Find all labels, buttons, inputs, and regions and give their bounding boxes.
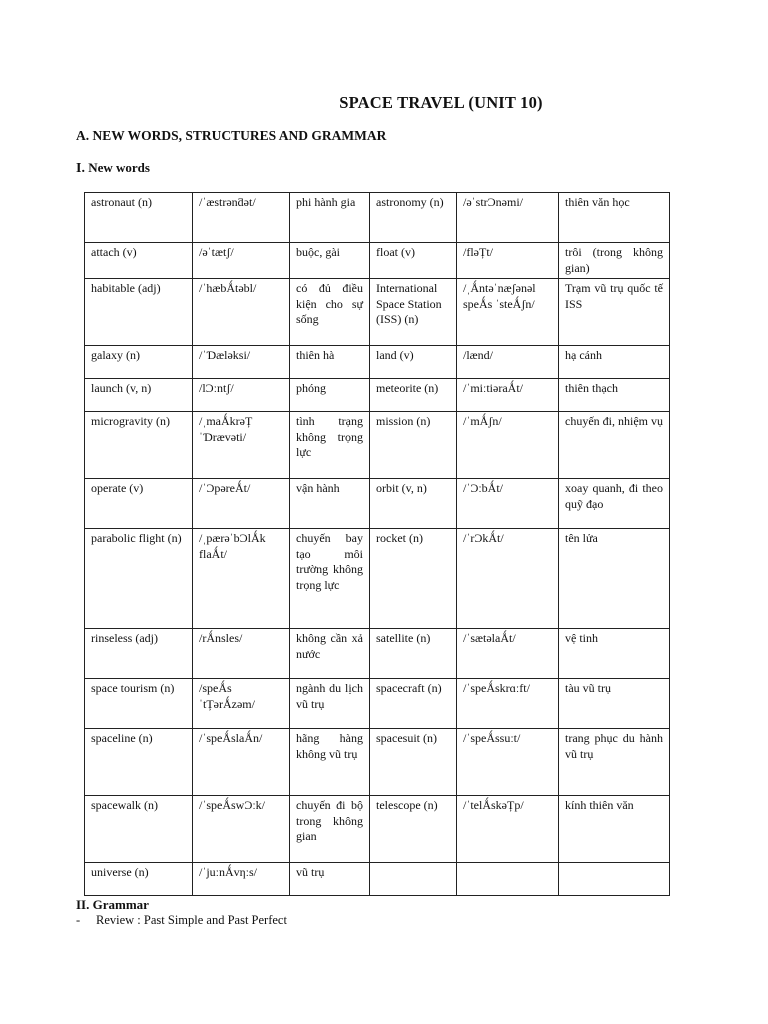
phonetic-cell [457,863,559,896]
word-cell: orbit (v, n) [370,479,457,529]
table-row [85,679,670,729]
section-i-numeral: I. [76,161,85,176]
table-row [85,379,670,412]
meaning-cell: vũ trụ [290,863,370,896]
word-cell: launch (v, n) [85,379,193,412]
meaning-cell: chuyến đi, nhiệm vụ [559,412,670,479]
phonetic-cell: /ˌmaǺkrəȚ ˈƊrævəti/ [193,412,290,479]
meaning-cell: chuyến đi bộ trong không gian [290,796,370,863]
section-ii-label: Grammar [89,897,149,912]
phonetic-cell: /ˈƆpəreǺt/ [193,479,290,529]
phonetic-cell: /ˈspeǺssuːt/ [457,729,559,796]
phonetic-cell: /ˈspeǺswƆːk/ [193,796,290,863]
meaning-cell: tàu vũ trụ [559,679,670,729]
word-cell: rocket (n) [370,529,457,629]
phonetic-cell: /ˌpærəˈbƆlǺk flaǺt/ [193,529,290,629]
word-cell: International Space Station (ISS) (n) [370,279,457,346]
phonetic-cell: /ˈæstrənƌət/ [193,193,290,243]
meaning-cell: trôi (trong không gian) [559,243,670,279]
word-cell: spaceline (n) [85,729,193,796]
word-cell: telescope (n) [370,796,457,863]
phonetic-cell: /speǺs ˈtȚərǺzəm/ [193,679,290,729]
word-cell: attach (v) [85,243,193,279]
word-cell: astronomy (n) [370,193,457,243]
word-cell: spacecraft (n) [370,679,457,729]
word-cell: astronaut (n) [85,193,193,243]
meaning-cell: không cần xả nước [290,629,370,679]
phonetic-cell: /ˈsætəlaǺt/ [457,629,559,679]
phonetic-cell: /əˈstrƆnəmi/ [457,193,559,243]
phonetic-cell: /ˈƊæləksi/ [193,346,290,379]
section-ii-numeral: II. [76,897,90,912]
list-dash: - [76,913,81,927]
word-cell: satellite (n) [370,629,457,679]
meaning-cell: tên lửa [559,529,670,629]
word-cell: space tourism (n) [85,679,193,729]
table-row [85,796,670,863]
table-row [85,193,670,243]
section-a-heading: A. NEW WORDS, STRUCTURES AND GRAMMAR [76,128,387,143]
phonetic-cell: /ˈmǺʃn/ [457,412,559,479]
table-row [85,629,670,679]
word-cell: operate (v) [85,479,193,529]
section-i-heading [76,160,150,177]
meaning-cell: phóng [290,379,370,412]
page-title: SPACE TRAVEL (UNIT 10) [339,93,543,112]
meaning-cell: buộc, gài [290,243,370,279]
meaning-cell: phi hành gia [290,193,370,243]
word-cell: land (v) [370,346,457,379]
meaning-cell: thiên văn học [559,193,670,243]
phonetic-cell: /ˈjuːnǺvƞːs/ [193,863,290,896]
grammar-text: Review : Past Simple and Past Perfect [96,913,287,927]
meaning-cell: hãng hàng không vũ trụ [290,729,370,796]
phonetic-cell: /əˈtætʃ/ [193,243,290,279]
table-row [85,243,670,279]
phonetic-cell: /ˈspeǺskrɑːft/ [457,679,559,729]
phonetic-cell: /ˈmiːtiəraǺt/ [457,379,559,412]
word-cell: galaxy (n) [85,346,193,379]
table-row [85,412,670,479]
phonetic-cell: /ˈtelǺskəȚp/ [457,796,559,863]
phonetic-cell: /ˈhæbǺtəbl/ [193,279,290,346]
section-ii-heading [76,897,149,913]
meaning-cell: có đủ điều kiện cho sự sống [290,279,370,346]
phonetic-cell: /ˈspeǺslaǺn/ [193,729,290,796]
phonetic-cell: /rǺnsles/ [193,629,290,679]
meaning-cell: Trạm vũ trụ quốc tế ISS [559,279,670,346]
meaning-cell: thiên thạch [559,379,670,412]
word-cell [370,863,457,896]
meaning-cell [559,863,670,896]
phonetic-cell: /fləȚt/ [457,243,559,279]
word-cell: universe (n) [85,863,193,896]
word-cell: mission (n) [370,412,457,479]
table-row [85,863,670,896]
meaning-cell: tình trạng không trọng lực [290,412,370,479]
section-i-label: New words [84,160,150,175]
word-cell: rinseless (adj) [85,629,193,679]
meaning-cell: hạ cánh [559,346,670,379]
word-cell: spacesuit (n) [370,729,457,796]
meaning-cell: chuyến bay tạo môi trường không trọng lực [290,529,370,629]
meaning-cell: thiên hà [290,346,370,379]
vocabulary-table [84,192,670,896]
word-cell: meteorite (n) [370,379,457,412]
meaning-cell: vệ tinh [559,629,670,679]
word-cell: microgravity (n) [85,412,193,479]
word-cell: spacewalk (n) [85,796,193,863]
phonetic-cell: /lænd/ [457,346,559,379]
table-row [85,479,670,529]
table-row [85,279,670,346]
table-row [85,729,670,796]
phonetic-cell: /ˈƆːbǺt/ [457,479,559,529]
meaning-cell: vận hành [290,479,370,529]
phonetic-cell: /lƆːntʃ/ [193,379,290,412]
grammar-list-item [76,913,287,928]
meaning-cell: xoay quanh, đi theo quỹ đạo [559,479,670,529]
meaning-cell: ngành du lịch vũ trụ [290,679,370,729]
word-cell: float (v) [370,243,457,279]
phonetic-cell: /ˈrƆkǺt/ [457,529,559,629]
word-cell: habitable (adj) [85,279,193,346]
word-cell: parabolic flight (n) [85,529,193,629]
meaning-cell: trang phục du hành vũ trụ [559,729,670,796]
table-row [85,529,670,629]
table-row [85,346,670,379]
meaning-cell: kính thiên văn [559,796,670,863]
phonetic-cell: /ˌǺntəˈnæʃənəl speǺs ˈsteǺʃn/ [457,279,559,346]
